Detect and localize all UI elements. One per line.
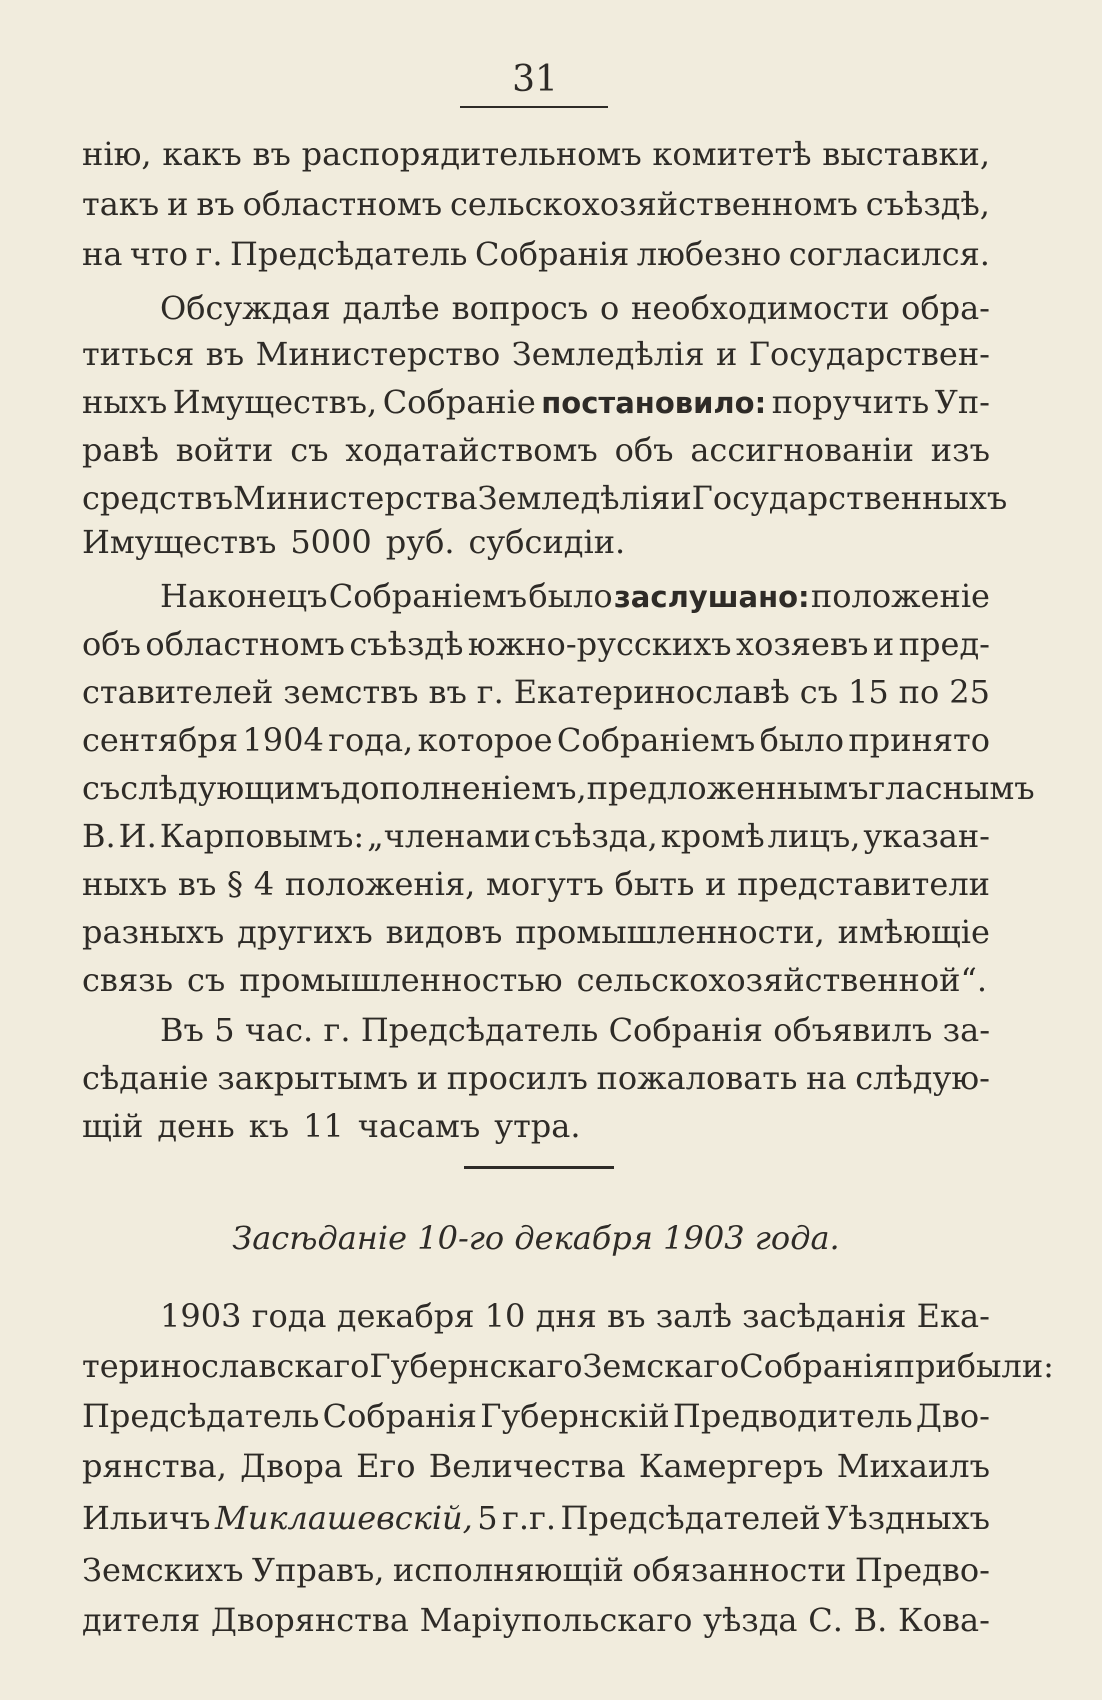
word: Собранія bbox=[739, 1347, 894, 1385]
word: Земскаго bbox=[582, 1347, 740, 1385]
word: Имуществъ, bbox=[172, 383, 378, 421]
word: сѣданіе bbox=[82, 1059, 209, 1097]
word: руб. bbox=[385, 523, 455, 561]
word: ныхъ bbox=[82, 865, 168, 903]
word: исполняющій bbox=[392, 1551, 624, 1589]
word: Екатеринославѣ bbox=[513, 673, 790, 711]
word: рянства, bbox=[82, 1447, 227, 1485]
word: Имуществъ bbox=[82, 523, 277, 561]
text-line bbox=[82, 330, 990, 378]
word: Земледѣлія bbox=[477, 479, 671, 517]
word: указан- bbox=[863, 817, 990, 855]
text-line bbox=[160, 284, 990, 332]
text-line bbox=[82, 956, 990, 1004]
word: и bbox=[872, 625, 895, 663]
word: 11 bbox=[303, 1107, 344, 1145]
word: сельскохозяйственной“. bbox=[576, 961, 987, 999]
word: слѣдую- bbox=[855, 1059, 990, 1097]
word: Карповымъ: bbox=[159, 817, 365, 855]
text-line bbox=[82, 1546, 990, 1594]
text-line bbox=[82, 130, 990, 178]
word: Маріупольскаго bbox=[419, 1601, 693, 1639]
word: Предсѣдатель bbox=[360, 1011, 599, 1049]
word: какъ bbox=[162, 135, 242, 173]
word: въ bbox=[205, 335, 245, 373]
word: Собранія bbox=[322, 1397, 477, 1435]
word: и bbox=[416, 1059, 439, 1097]
word: Уп- bbox=[934, 383, 990, 421]
text-line bbox=[82, 1054, 990, 1102]
word: было bbox=[759, 721, 844, 759]
text-line bbox=[82, 1342, 1054, 1390]
word: Предсѣдатель bbox=[230, 235, 468, 273]
word: которое bbox=[417, 721, 553, 759]
word: Ека- bbox=[916, 1297, 990, 1335]
word: на bbox=[82, 235, 123, 273]
word: областномъ bbox=[242, 185, 443, 223]
word: Собранія bbox=[474, 235, 630, 273]
word: на bbox=[806, 1059, 847, 1097]
text-line bbox=[82, 180, 990, 228]
word: 5000 bbox=[290, 523, 372, 561]
text-line bbox=[82, 908, 990, 956]
word: ходатайствомъ bbox=[345, 431, 598, 469]
word: о bbox=[599, 289, 620, 327]
text-line bbox=[82, 1596, 990, 1644]
word: сельскохозяйственномъ bbox=[450, 185, 858, 223]
word: Уѣздныхъ bbox=[825, 1499, 990, 1537]
word: „членами bbox=[367, 817, 531, 855]
word: въ bbox=[607, 1297, 646, 1335]
word: быть bbox=[614, 865, 695, 903]
word: В. bbox=[853, 1601, 888, 1639]
word: положеніе bbox=[810, 577, 990, 615]
word: лицъ, bbox=[767, 817, 861, 855]
word: принято bbox=[848, 721, 990, 759]
word: Предводитель bbox=[672, 1397, 913, 1435]
word: Двора bbox=[240, 1447, 343, 1485]
word: закрытымъ bbox=[217, 1059, 409, 1097]
word: Государственныхъ bbox=[691, 479, 1008, 517]
word: обязанности bbox=[632, 1551, 847, 1589]
word: 4 bbox=[253, 865, 275, 903]
word: Предсѣдатель bbox=[82, 1397, 320, 1435]
word: 5 bbox=[214, 1011, 235, 1049]
word: разныхъ bbox=[82, 913, 225, 951]
text-line bbox=[82, 378, 990, 426]
text-line bbox=[82, 1102, 990, 1150]
word: въ bbox=[428, 673, 467, 711]
word: залѣ bbox=[655, 1297, 732, 1335]
word: щій bbox=[82, 1107, 144, 1145]
word: Въ bbox=[160, 1011, 204, 1049]
word: § bbox=[227, 865, 244, 903]
word: ставителей bbox=[82, 673, 274, 711]
word: г. bbox=[476, 673, 504, 711]
word: средствъ bbox=[82, 479, 234, 517]
word: Губернскій bbox=[480, 1397, 670, 1435]
word: Собраніе bbox=[382, 383, 536, 421]
word: Его bbox=[356, 1447, 416, 1485]
word: 5 bbox=[477, 1499, 498, 1537]
word: изъ bbox=[930, 431, 990, 469]
word: и bbox=[716, 335, 738, 373]
word: ассигнованіи bbox=[690, 431, 914, 469]
word: Государствен- bbox=[748, 335, 990, 373]
section-heading: Засѣданіе 10-го декабря 1903 года. bbox=[232, 1219, 840, 1257]
word: войти bbox=[175, 431, 274, 469]
word: промышленности, bbox=[515, 913, 825, 951]
word: Михаилъ bbox=[836, 1447, 990, 1485]
word: г. bbox=[323, 1011, 351, 1049]
word: объявилъ bbox=[773, 1011, 933, 1049]
word: Предво- bbox=[854, 1551, 990, 1589]
word: областномъ bbox=[145, 625, 345, 663]
word: Камергеръ bbox=[638, 1447, 824, 1485]
word: промышленностью bbox=[239, 961, 563, 999]
word: г.г. bbox=[502, 1499, 556, 1537]
word: прибыли: bbox=[893, 1347, 1054, 1385]
word: въ bbox=[252, 135, 291, 173]
word: за- bbox=[942, 1011, 990, 1049]
word: Дворянства bbox=[210, 1601, 409, 1639]
word: 1903 bbox=[160, 1297, 242, 1335]
word: поручить bbox=[771, 383, 930, 421]
word: Обсуждая bbox=[160, 289, 331, 327]
word: В. bbox=[82, 817, 116, 855]
word: комитетѣ bbox=[652, 135, 812, 173]
text-line bbox=[82, 1392, 990, 1440]
word: пожаловать bbox=[596, 1059, 798, 1097]
word-bold: заслушано: bbox=[613, 580, 810, 614]
word: Министерства bbox=[233, 479, 478, 517]
word: равѣ bbox=[82, 431, 159, 469]
word: Управъ, bbox=[251, 1551, 385, 1589]
word: нію, bbox=[82, 135, 152, 173]
word: положенія, bbox=[284, 865, 476, 903]
word: ныхъ bbox=[82, 383, 168, 421]
word: земствъ bbox=[283, 673, 419, 711]
text-line bbox=[82, 474, 1008, 522]
text-line bbox=[82, 620, 990, 668]
word: Собраніемъ bbox=[328, 577, 528, 615]
word: просилъ bbox=[446, 1059, 588, 1097]
word: дополненіемъ, bbox=[340, 769, 587, 807]
section-separator bbox=[464, 1166, 614, 1169]
text-line bbox=[160, 1006, 990, 1054]
word: съѣздѣ, bbox=[865, 185, 990, 223]
text-line bbox=[82, 668, 990, 716]
word: Собраніемъ bbox=[556, 721, 756, 759]
word: объ bbox=[82, 625, 141, 663]
word: съ bbox=[187, 961, 226, 999]
word: хозяевъ bbox=[736, 625, 869, 663]
text-line bbox=[160, 1292, 990, 1340]
word: час. bbox=[244, 1011, 314, 1049]
word: субсидіи. bbox=[468, 523, 626, 561]
word: объ bbox=[614, 431, 674, 469]
text-line bbox=[82, 716, 990, 764]
word: 10 bbox=[484, 1297, 526, 1335]
word: 1904 bbox=[242, 721, 324, 759]
word: Кова- bbox=[897, 1601, 990, 1639]
word: связь bbox=[82, 961, 173, 999]
text-line bbox=[82, 860, 990, 908]
word: пред- bbox=[898, 625, 990, 663]
word: выставки, bbox=[822, 135, 990, 173]
word: титься bbox=[82, 335, 195, 373]
text-line bbox=[82, 518, 990, 566]
word: въ bbox=[196, 185, 235, 223]
word: С. bbox=[808, 1601, 843, 1639]
text-line bbox=[82, 426, 990, 474]
word: Собранія bbox=[608, 1011, 763, 1049]
word: года, bbox=[328, 721, 414, 759]
text-line bbox=[82, 230, 990, 278]
word: Величества bbox=[428, 1447, 626, 1485]
text-line bbox=[82, 1442, 990, 1490]
word: было bbox=[528, 577, 613, 615]
word: Предсѣдателей bbox=[560, 1499, 821, 1537]
word: что bbox=[129, 235, 189, 273]
text-line bbox=[82, 812, 990, 860]
word: необходимости bbox=[631, 289, 890, 327]
word: сентября bbox=[82, 721, 239, 759]
page-number-rule bbox=[460, 106, 608, 108]
word: кромѣ bbox=[660, 817, 765, 855]
word: другихъ bbox=[237, 913, 373, 951]
word: далѣе bbox=[342, 289, 440, 327]
word: засѣданія bbox=[742, 1297, 907, 1335]
word: теринославскаго bbox=[82, 1347, 370, 1385]
word: Наконецъ bbox=[160, 577, 328, 615]
word-italic: Миклашевскій, bbox=[214, 1499, 473, 1537]
word: вопросъ bbox=[451, 289, 589, 327]
text-line bbox=[82, 1494, 990, 1542]
word: съѣздѣ bbox=[349, 625, 464, 663]
word: видовъ bbox=[385, 913, 503, 951]
word: съ bbox=[82, 769, 121, 807]
word: къ bbox=[248, 1107, 290, 1145]
word: по bbox=[898, 673, 940, 711]
word: имѣющіе bbox=[837, 913, 990, 951]
word: уѣзда bbox=[703, 1601, 798, 1639]
word: утра. bbox=[494, 1107, 581, 1145]
text-line bbox=[160, 572, 990, 620]
word: такъ bbox=[82, 185, 160, 223]
word: г. bbox=[195, 235, 223, 273]
word: дителя bbox=[82, 1601, 201, 1639]
word: согласился. bbox=[788, 235, 990, 273]
word: и bbox=[705, 865, 727, 903]
word: Земледѣлія bbox=[511, 335, 705, 373]
word: Министерство bbox=[255, 335, 501, 373]
word: часамъ bbox=[357, 1107, 481, 1145]
word: и bbox=[670, 479, 692, 517]
page-number: 31 bbox=[512, 59, 558, 100]
word: день bbox=[157, 1107, 235, 1145]
word: съ bbox=[799, 673, 839, 711]
word: южно-русскихъ bbox=[467, 625, 732, 663]
word: гласнымъ bbox=[868, 769, 1035, 807]
word: въ bbox=[177, 865, 217, 903]
word: любезно bbox=[636, 235, 782, 273]
word: предложеннымъ bbox=[586, 769, 869, 807]
word: слѣдующимъ bbox=[120, 769, 341, 807]
word: обра- bbox=[901, 289, 990, 327]
word: съѣзда, bbox=[533, 817, 658, 855]
word: Губернскаго bbox=[369, 1347, 583, 1385]
word: Ильичъ bbox=[82, 1499, 211, 1537]
word: могутъ bbox=[486, 865, 604, 903]
word: 25 bbox=[949, 673, 990, 711]
word: 15 bbox=[848, 673, 889, 711]
word-bold: постановило: bbox=[541, 386, 767, 420]
word: года bbox=[251, 1297, 327, 1335]
word: распорядительномъ bbox=[301, 135, 642, 173]
word: съ bbox=[290, 431, 329, 469]
word: И. bbox=[118, 817, 157, 855]
word: дня bbox=[535, 1297, 597, 1335]
word: декабря bbox=[336, 1297, 475, 1335]
word: и bbox=[167, 185, 189, 223]
word: Земскихъ bbox=[82, 1551, 244, 1589]
text-line bbox=[82, 764, 1035, 812]
word: представители bbox=[737, 865, 990, 903]
word: Дво- bbox=[915, 1397, 990, 1435]
